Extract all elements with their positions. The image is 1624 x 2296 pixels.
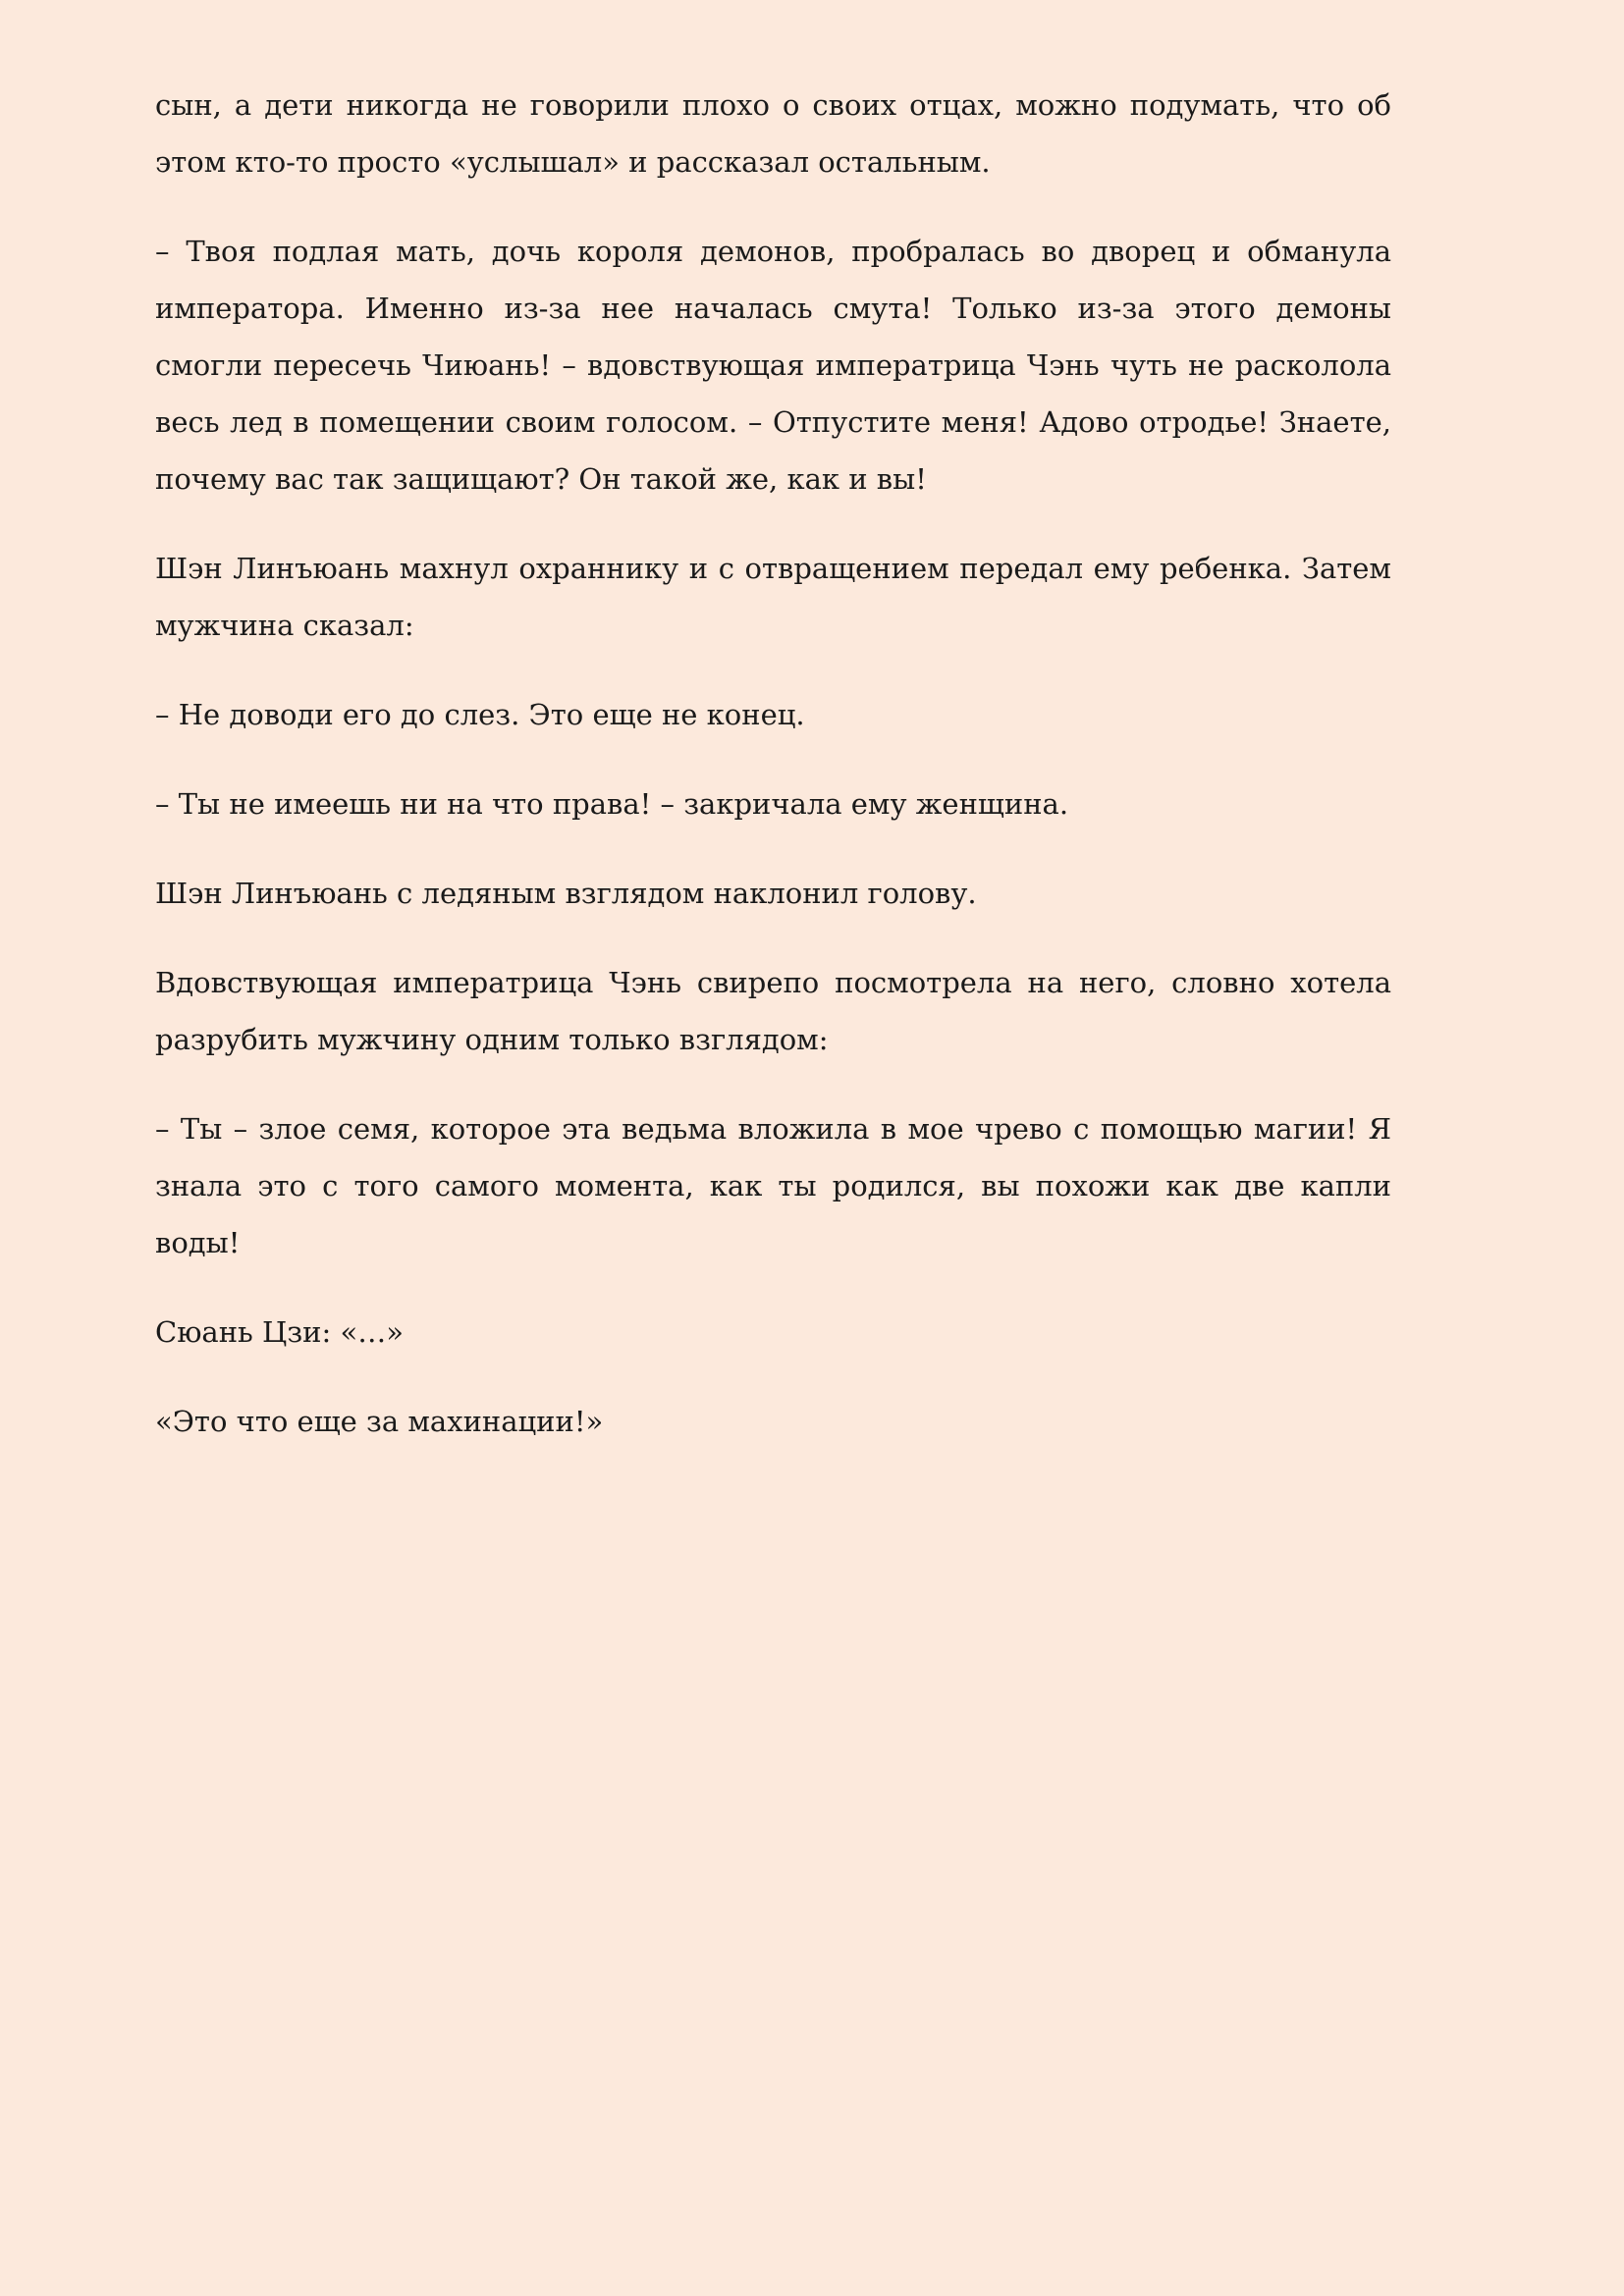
paragraph: – Не доводи его до слез. Это еще не конец. <box>155 698 805 731</box>
paragraph: Сюань Цзи: «…» <box>155 1315 404 1349</box>
paragraph: «Это что еще за махинации!» <box>155 1405 604 1438</box>
paragraph: – Твоя подлая мать, дочь короля демонов, пробралась во дворец и обманула императора. Именно из-за нее началась смута! Только из-за этого демоны смогли пересечь Чиюань! – вдовствующая императрица Чэнь чуть не расколола весь лед в помещении своим голосом. – Отпустите меня! Адово отродье! Знаете, почему вас так защищают? Он такой же, как и вы! <box>155 235 1391 496</box>
paragraph: сын, а дети никогда не говорили плохо о своих отцах, можно подумать, что об этом кто-то просто «услышал» и рассказал остальным. <box>155 88 1391 179</box>
paragraph: – Ты – злое семя, которое эта ведьма вложила в мое чрево с помощью магии! Я знала это с того самого момента, как ты родился, вы похожи как две капли воды! <box>155 1112 1391 1259</box>
paragraph: Шэн Линъюань махнул охраннику и с отвращением передал ему ребенка. Затем мужчина сказал: <box>155 552 1391 642</box>
paragraph: Шэн Линъюань с ледяным взглядом наклонил голову. <box>155 877 977 910</box>
paragraph: – Ты не имеешь ни на что права! – закричала ему женщина. <box>155 787 1069 821</box>
paragraph: Вдовствующая императрица Чэнь свирепо посмотрела на него, словно хотела разрубить мужчину одним только взглядом: <box>155 966 1391 1056</box>
